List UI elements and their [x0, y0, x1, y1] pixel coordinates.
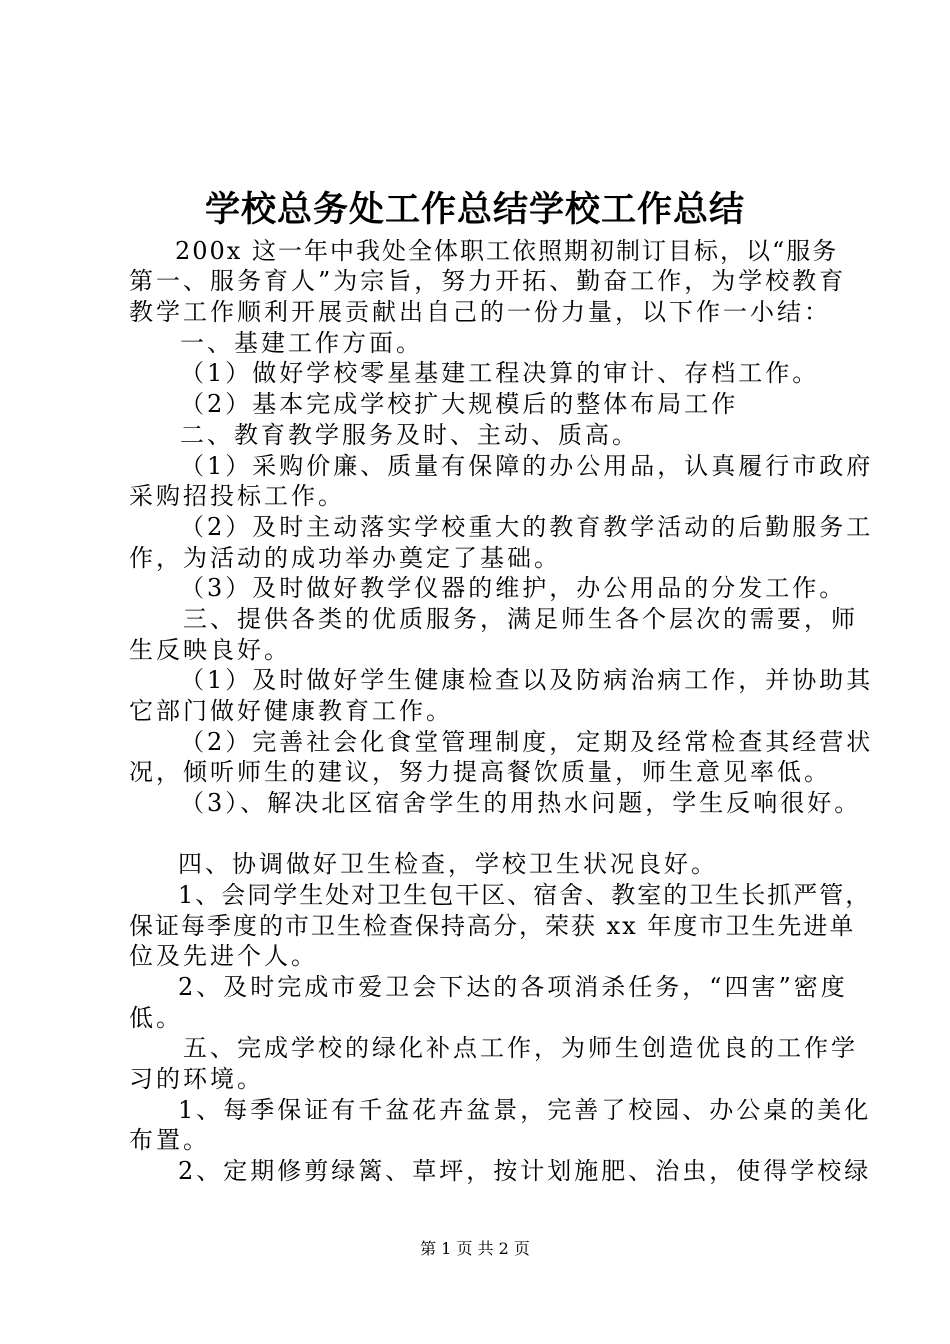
- paragraph-line: 2、定期修剪绿篱、草坪，按计划施肥、治虫，使得学校绿: [178, 1157, 872, 1185]
- paragraph-line: 2、及时完成市爱卫会下达的各项消杀任务，“四害”密度: [178, 973, 848, 1001]
- paragraph-line: 保证每季度的市卫生检查保持高分，荣获 xx 年度市卫生先进单: [129, 912, 856, 940]
- paragraph-line: 作，为活动的成功举办奠定了基础。: [129, 544, 561, 572]
- paragraph-line: （2）基本完成学校扩大规模后的整体布局工作: [180, 390, 739, 418]
- paragraph-line: （2）完善社会化食堂管理制度，定期及经常检查其经营状: [180, 728, 874, 756]
- paragraph-line: 习的环境。: [129, 1065, 264, 1093]
- section-heading: 二、教育教学服务及时、主动、质高。: [180, 421, 639, 449]
- paragraph-line: 1、会同学生处对卫生包干区、宿舍、教室的卫生长抓严管，: [178, 881, 872, 909]
- paragraph-line: （1）采购价廉、质量有保障的办公用品，认真履行市政府: [180, 452, 874, 480]
- section-heading: 四、协调做好卫生检查，学校卫生状况良好。: [178, 850, 718, 878]
- paragraph-line: （3）及时做好教学仪器的维护，办公用品的分发工作。: [180, 574, 847, 602]
- paragraph-line: 1、每季保证有千盆花卉盆景，完善了校园、办公桌的美化: [178, 1096, 872, 1124]
- paragraph-line: （2）及时主动落实学校重大的教育教学活动的后勤服务工: [180, 513, 874, 541]
- paragraph-line: （1）做好学校零星基建工程决算的审计、存档工作。: [180, 359, 820, 387]
- document-title: 学校总务处工作总结学校工作总结: [204, 189, 745, 230]
- paragraph-line: 布置。: [129, 1126, 210, 1154]
- paragraph-line: 教学工作顺利开展贡献出自己的一份力量，以下作一小结：: [129, 298, 831, 326]
- paragraph-line: 位及先进个人。: [129, 942, 318, 970]
- paragraph-line: 采购招投标工作。: [129, 482, 345, 510]
- section-heading: 三、提供各类的优质服务，满足师生各个层次的需要，师: [183, 605, 858, 633]
- section-heading: 五、完成学校的绿化补点工作，为师生创造优良的工作学: [183, 1034, 858, 1062]
- section-heading: 一、基建工作方面。: [180, 329, 423, 357]
- page-number-footer: 第 1 页 共 2 页: [420, 1239, 530, 1258]
- paragraph-line: （1）及时做好学生健康检查以及防病治病工作，并协助其: [180, 666, 874, 694]
- paragraph-line: 况，倾听师生的建议，努力提高餐饮质量，师生意见率低。: [129, 758, 831, 786]
- paragraph-line: 它部门做好健康教育工作。: [129, 697, 453, 725]
- paragraph-line: 200x 这一年中我处全体职工依照期初制订目标，以“服务: [175, 237, 839, 265]
- paragraph-line: 低。: [129, 1004, 183, 1032]
- paragraph-line: 第一、服务育人”为宗旨，努力开拓、勤奋工作，为学校教育: [129, 267, 847, 295]
- paragraph-line: （3）、解决北区宿舍学生的用热水问题，学生反响很好。: [180, 789, 862, 817]
- paragraph-line: 生反映良好。: [129, 636, 291, 664]
